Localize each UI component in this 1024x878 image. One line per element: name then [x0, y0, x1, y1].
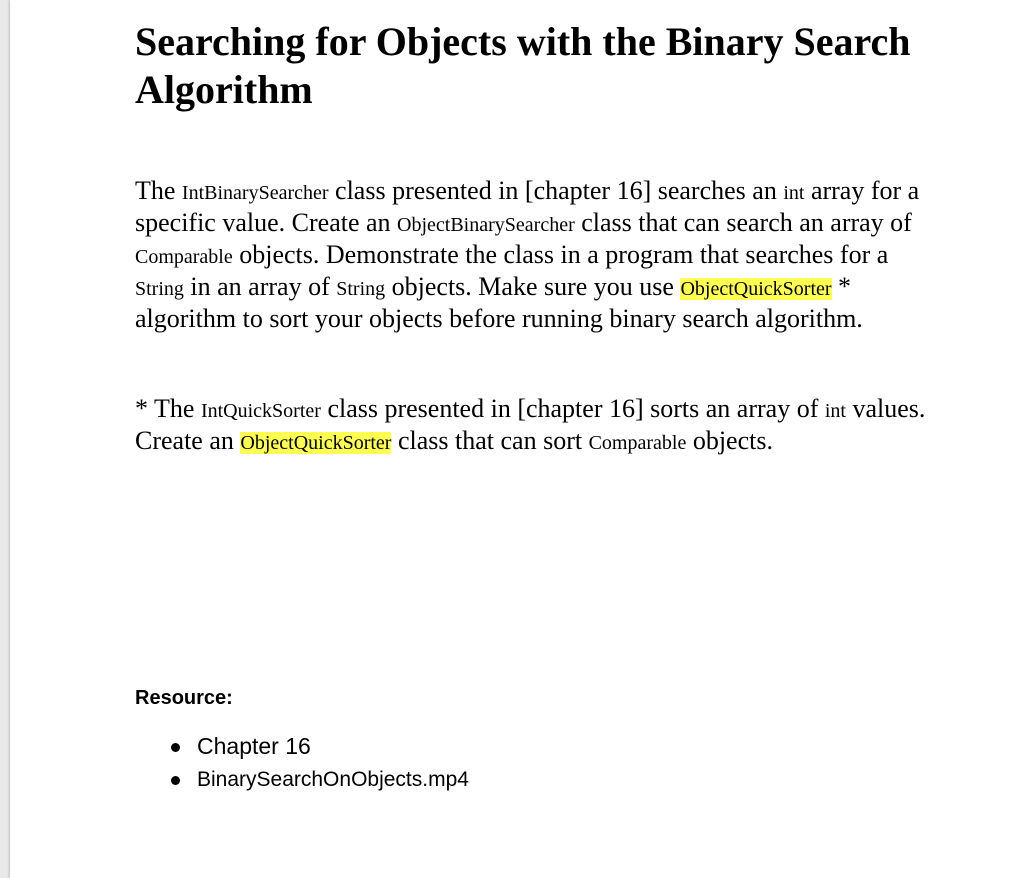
- text-run: objects. Make sure you use: [385, 272, 681, 301]
- class-name-objectbinarysearcher: ObjectBinarySearcher: [397, 214, 575, 236]
- text-run: * The: [135, 394, 201, 423]
- resource-heading: Resource:: [135, 687, 233, 709]
- document-page: [10, 0, 1024, 878]
- type-comparable: Comparable: [135, 246, 233, 268]
- document-content: [135, 0, 935, 796]
- page-title: Searching for Objects with the Binary Search Algorithm: [135, 19, 911, 112]
- class-name-intquicksorter: IntQuickSorter: [200, 400, 321, 422]
- text-run: array for a specific value. Create an: [135, 176, 920, 237]
- bullet-icon: [171, 743, 180, 752]
- text-run: objects.: [686, 426, 773, 455]
- type-comparable: Comparable: [588, 432, 687, 454]
- text-run: class that can search an array of: [574, 208, 912, 237]
- text-run: values. Create an: [135, 394, 926, 455]
- highlighted-objectquicksorter: ObjectQuickSorter: [240, 432, 392, 454]
- bullet-icon: [171, 776, 180, 785]
- resource-list: [135, 730, 935, 796]
- text-run: * algorithm to sort your objects before running binary search algorithm.: [135, 272, 863, 333]
- type-string: String: [336, 278, 386, 300]
- text-run: The: [135, 176, 182, 205]
- highlighted-objectquicksorter: ObjectQuickSorter: [680, 278, 832, 300]
- type-int: int: [824, 400, 846, 422]
- class-name-intbinarysearcher: IntBinarySearcher: [181, 182, 329, 204]
- assignment-paragraph: [135, 176, 935, 334]
- type-string: String: [135, 278, 184, 300]
- text-run: class presented in [chapter 16] sorts an array of: [320, 394, 825, 423]
- resource-item-video[interactable]: [135, 763, 935, 796]
- resource-item-label: BinarySearchOnObjects.mp4: [197, 768, 469, 791]
- resource-item-label: Chapter 16: [197, 733, 311, 759]
- text-run: class that can sort: [391, 426, 589, 455]
- type-int: int: [783, 182, 805, 204]
- text-run: in an array of: [183, 272, 337, 301]
- text-run: objects. Demonstrate the class in a program that searches for a: [232, 240, 889, 269]
- resource-item-chapter-16[interactable]: [135, 730, 935, 763]
- text-run: class presented in [chapter 16] searches an: [328, 176, 784, 205]
- footnote-paragraph: [135, 394, 935, 458]
